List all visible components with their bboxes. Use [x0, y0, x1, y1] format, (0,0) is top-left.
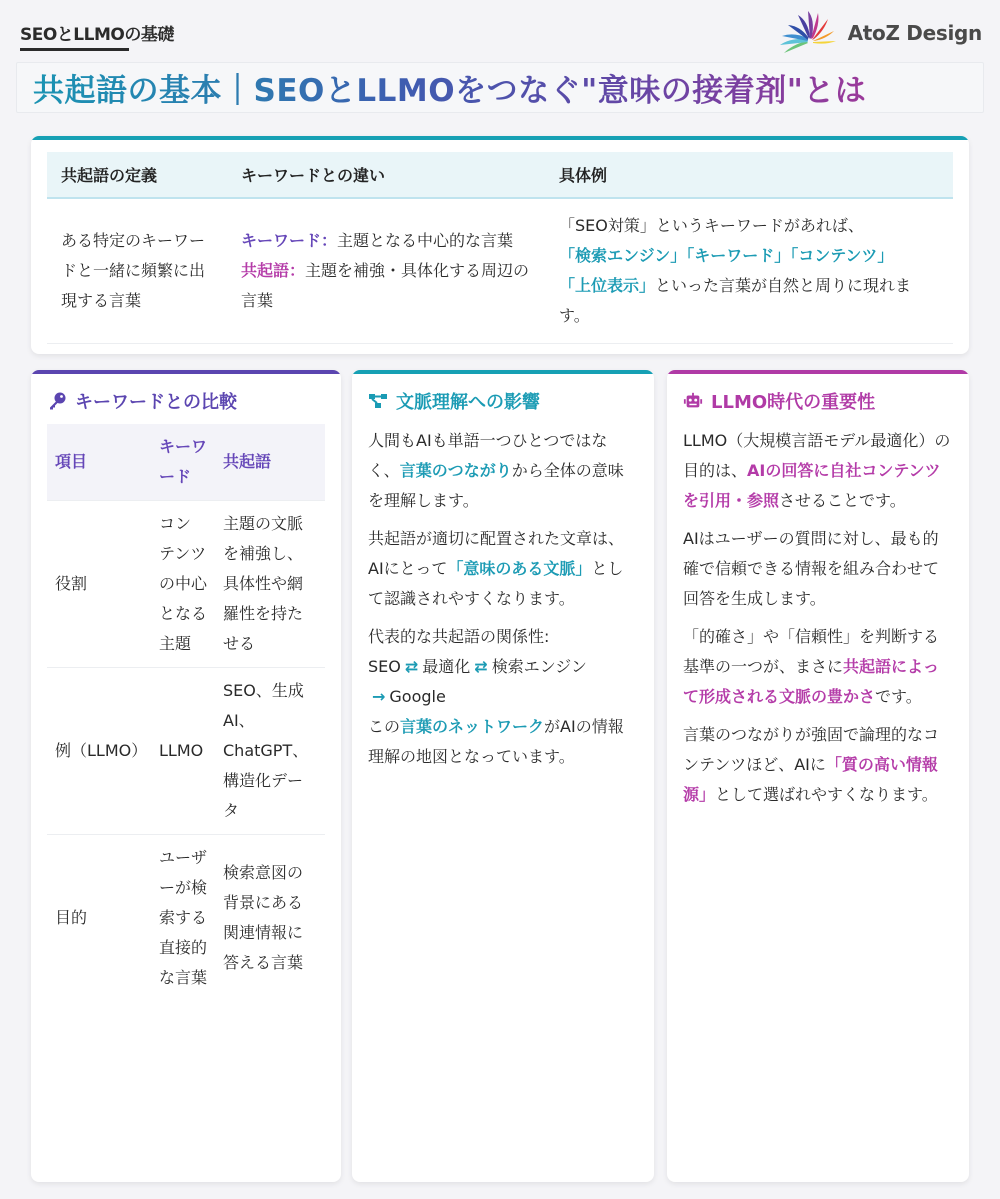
key-icon	[47, 391, 67, 411]
highlight: AIの回答に自社コンテンツを引用・参照	[683, 461, 941, 510]
row-keyword: ユーザーが検索する直接的な言葉	[151, 835, 215, 1002]
chain-word: SEO	[368, 657, 401, 676]
text: です。	[875, 687, 922, 706]
bidirectional-arrow-icon: ⇄	[474, 657, 488, 676]
text: 人間もAIも単語一つひとつではなく、	[368, 431, 608, 480]
top-bar	[0, 0, 1000, 60]
highlight: 共起語によって形成される文脈の豊かさ	[683, 657, 940, 706]
card-header	[683, 388, 875, 414]
card-header	[47, 388, 237, 414]
card-accent-bar	[352, 370, 654, 374]
card-accent-bar	[31, 136, 969, 140]
cooccur-label: 共起語：	[241, 261, 306, 280]
card-accent-bar	[31, 370, 341, 374]
text: がAIの情報理解の地図となっています。	[368, 717, 624, 766]
text: として認識されやすくなります。	[368, 559, 624, 608]
paragraph	[368, 426, 638, 516]
example-cell	[545, 198, 953, 344]
keyword-label: キーワード：	[241, 231, 338, 250]
robot-icon	[683, 391, 703, 411]
comparison-table	[47, 424, 325, 1001]
row-item: 目的	[47, 835, 151, 1002]
page-title: 共起語の基本｜SEOとLLMOをつなぐ"意味の接着剤"とは	[33, 65, 866, 110]
section-label: SEOとLLMOの基礎	[20, 25, 174, 45]
brand	[778, 8, 982, 58]
header-item: 項目	[47, 424, 151, 501]
page-title-box	[16, 62, 984, 113]
paragraph	[368, 712, 638, 772]
text: 共起語が適切に配置された文章は、AIにとって	[368, 529, 625, 578]
row-cooccur: SEO、生成AI、ChatGPT、構造化データ	[215, 668, 325, 835]
card-title: キーワードとの比較	[75, 392, 237, 413]
header-cooccur: 共起語	[215, 424, 325, 501]
row-item: 役割	[47, 501, 151, 668]
highlight: 「質の高い情報源」	[683, 755, 938, 804]
row-item: 例（LLMO）	[47, 668, 151, 835]
paragraph	[368, 524, 638, 614]
card-header	[368, 388, 540, 414]
card-body	[368, 426, 638, 780]
example-intro: 「SEO対策」というキーワードがあれば、	[559, 216, 864, 235]
definition-table	[47, 152, 953, 344]
right-arrow-icon: →	[372, 687, 386, 706]
highlight: 言葉のネットワーク	[400, 717, 545, 736]
table-row	[47, 198, 953, 344]
section-underline	[20, 48, 129, 51]
card-title: 文脈理解への影響	[396, 392, 540, 413]
brand-name: AtoZ Design	[847, 21, 982, 45]
paragraph	[683, 622, 953, 712]
row-cooccur: 主題の文脈を補強し、具体性や網羅性を持たせる	[215, 501, 325, 668]
definition-card	[31, 136, 969, 354]
text: この	[368, 717, 401, 736]
table-row	[47, 501, 325, 668]
header-difference: キーワードとの違い	[227, 152, 545, 198]
card-title: LLMO時代の重要性	[711, 392, 876, 413]
card-body	[683, 426, 953, 818]
card-accent-bar	[667, 370, 969, 374]
network-icon	[368, 391, 388, 411]
cooccur-text: 主題を補強・具体化する周辺の言葉	[241, 261, 530, 310]
paragraph: 代表的な共起語の関係性:	[368, 627, 550, 646]
context-card	[352, 370, 654, 1182]
text: 「的確さ」や「信頼性」を判断する基準の一つが、まさに	[683, 627, 940, 676]
paragraph: AIはユーザーの質問に対し、最も的確で信頼できる情報を組み合わせて回答を生成します。	[683, 529, 940, 608]
chain-word: 検索エンジン	[491, 657, 587, 676]
definition-cell: ある特定のキーワードと一緒に頻繁に出現する言葉	[47, 198, 227, 344]
chain-word: 最適化	[422, 657, 471, 676]
brand-logo-icon	[778, 9, 838, 57]
example-outro: といった言葉が自然と周りに現れます。	[559, 276, 912, 325]
header-definition: 共起語の定義	[47, 152, 227, 198]
header-example: 具体例	[545, 152, 953, 198]
text: として選ばれやすくなります。	[715, 785, 938, 804]
chain-word: Google	[389, 687, 446, 706]
row-keyword: LLMO	[151, 668, 215, 835]
paragraph	[683, 720, 953, 810]
highlight: 言葉のつながり	[399, 461, 512, 480]
text: させることです。	[779, 491, 906, 510]
highlight: 「意味のある文脈」	[447, 559, 592, 578]
table-row	[47, 668, 325, 835]
difference-cell	[227, 198, 545, 344]
text: 言葉のつながりが強固で論理的なコンテンツほど、AIに	[683, 725, 940, 774]
row-keyword: コンテンツの中心となる主題	[151, 501, 215, 668]
llmo-card	[667, 370, 969, 1182]
paragraph	[683, 426, 953, 516]
bidirectional-arrow-icon: ⇄	[404, 657, 419, 676]
example-highlight-1: 「検索エンジン」「キーワード」「コンテンツ」	[559, 246, 894, 265]
text: LLMO（大規模言語モデル最適化）の目的は、	[683, 431, 951, 480]
text: から全体の意味を理解します。	[368, 461, 624, 510]
example-highlight-2: 「上位表示」	[559, 276, 656, 295]
row-cooccur: 検索意図の背景にある関連情報に答える言葉	[215, 835, 325, 1002]
keyword-text: 主題となる中心的な言葉	[337, 231, 514, 250]
header-keyword: キーワード	[151, 424, 215, 501]
table-row	[47, 835, 325, 1002]
relationship-chain	[368, 652, 638, 712]
comparison-card	[31, 370, 341, 1182]
